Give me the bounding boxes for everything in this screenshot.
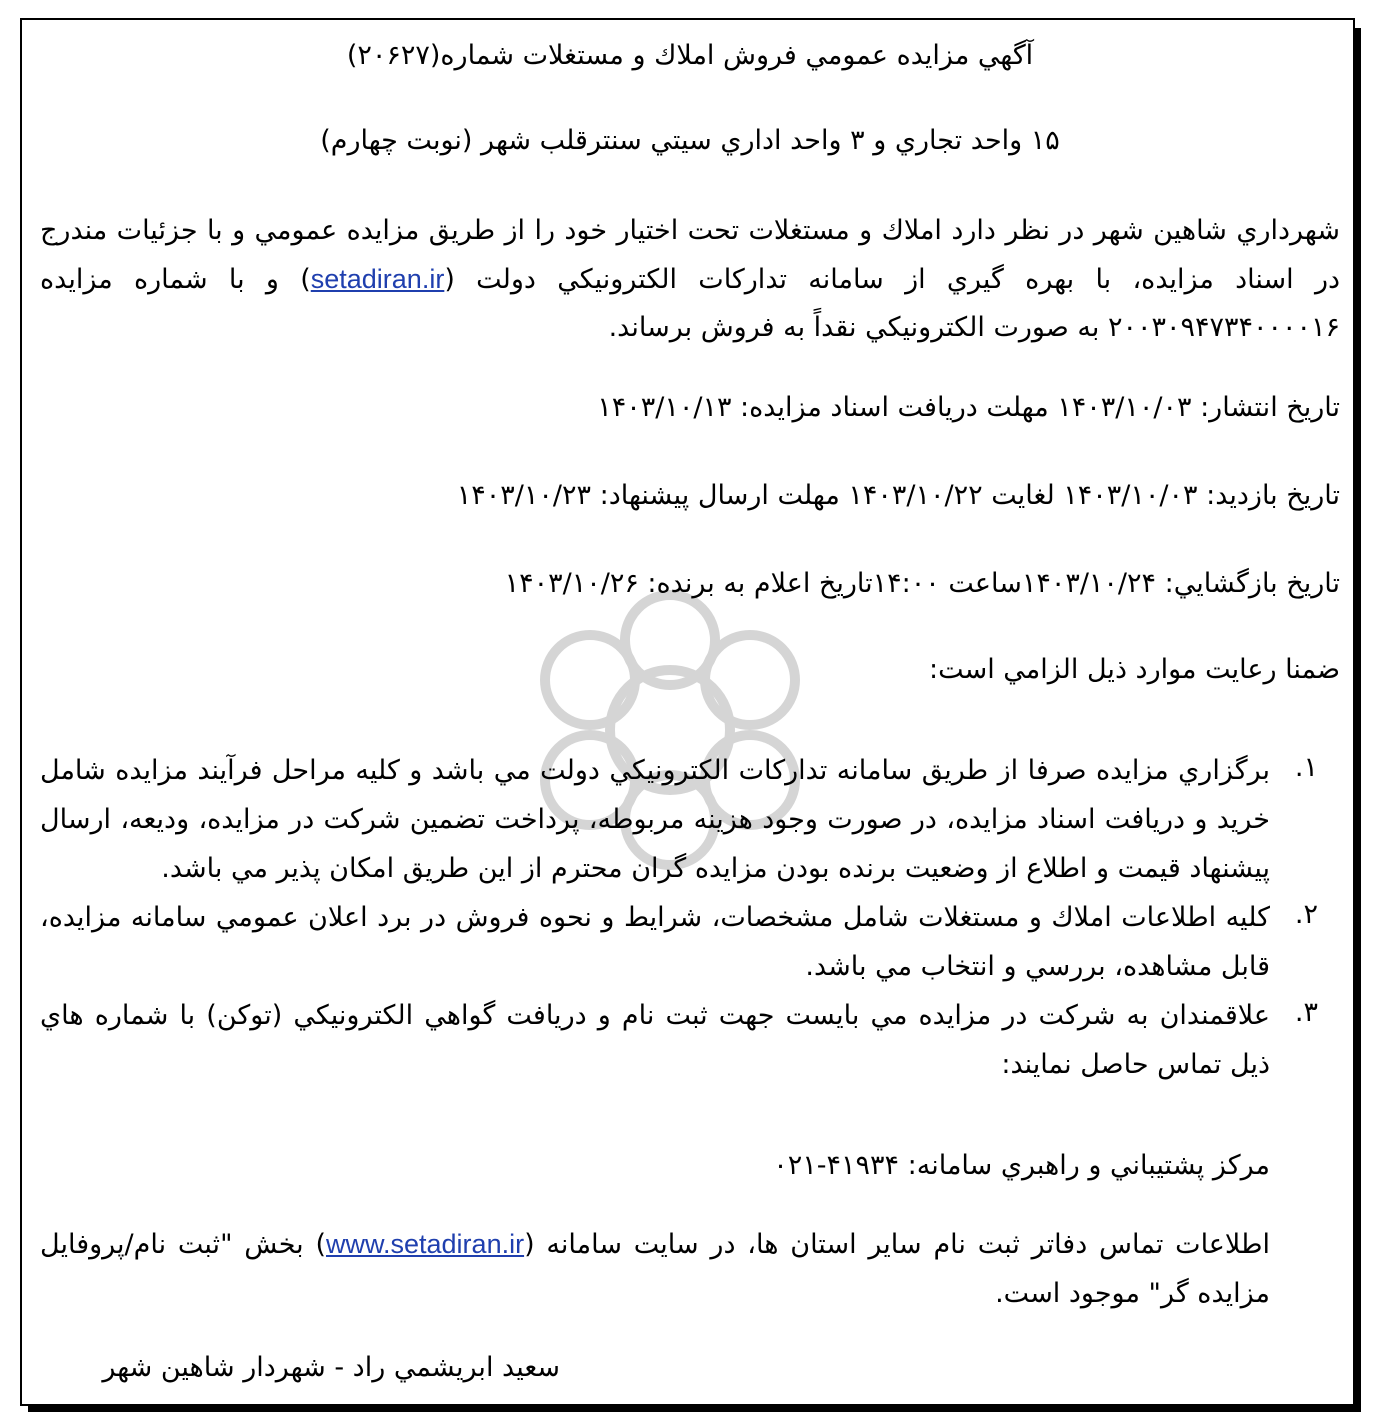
visit-dates: تاريخ بازديد: ۱۴۰۳/۱۰/۰۳ لغايت ۱۴۰۳/۱۰/۲۲ مهلت ارسال پيشنهاد: ۱۴۰۳/۱۰/۲۳ xyxy=(456,480,1340,511)
list-item xyxy=(40,746,1340,893)
requirements-intro: ضمنا رعايت موارد ذيل الزامي است: xyxy=(928,654,1340,685)
opening-dates: تاريخ بازگشايي: ۱۴۰۳/۱۰/۲۴ساعت ۱۴:۰۰تاريخ اعلام به برنده: ۱۴۰۳/۱۰/۲۶ xyxy=(504,568,1340,599)
frame-shadow-right xyxy=(1355,28,1361,1412)
notice-title: آگهي مزايده عمومي فروش املاك و مستغلات شماره(۲۰۶۲۷) xyxy=(346,40,1034,71)
item-text: برگزاري مزايده صرفا از طريق سامانه تداركات الكترونيكي دولت مي باشد و كليه مراحل فرآيند مزايده شامل خريد و دريافت اسناد مزايده، در صورت وجود هزينه مربوطه، پرداخت تضمين شركت در مزايده، وديعه، ارسال پيشنهاد قيمت و اطلاع از وضعيت برنده بودن مزايده گران محترم از اين طريق امكان پذير مي باشد. xyxy=(40,755,1270,884)
requirements-list xyxy=(40,746,1340,1089)
item-number: ۲. xyxy=(1294,899,1318,930)
item-text: علاقمندان به شركت در مزايده مي بايست جهت ثبت نام و دريافت گواهي الكترونيكي (توكن) با شماره هاي ذيل تماس حاصل نمايند: xyxy=(40,1000,1270,1080)
setadiran-link[interactable]: setadiran.ir xyxy=(310,264,445,294)
frame-shadow-bottom xyxy=(28,1406,1361,1412)
support-center: مركز پشتيباني و راهبري سامانه: ۴۱۹۳۴-۰۲۱ xyxy=(773,1150,1270,1181)
contact-paragraph xyxy=(40,1220,1270,1318)
list-item xyxy=(40,991,1340,1089)
signature: سعيد ابريشمي راد - شهردار شاهين شهر xyxy=(102,1352,560,1383)
intro-paragraph xyxy=(40,207,1340,352)
item-number: ۳. xyxy=(1294,997,1318,1028)
publish-dates: تاريخ انتشار: ۱۴۰۳/۱۰/۰۳ مهلت دريافت اسناد مزايده: ۱۴۰۳/۱۰/۱۳ xyxy=(597,392,1340,423)
contact-text-start: اطلاعات تماس دفاتر ثبت نام ساير استان ها، در سايت سامانه ( xyxy=(524,1229,1271,1260)
item-number: ۱. xyxy=(1294,752,1318,783)
item-text: كليه اطلاعات املاك و مستغلات شامل مشخصات، شرايط و نحوه فروش در برد اعلان عمومي سامانه مزايده، قابل مشاهده، بررسي و انتخاب مي باشد. xyxy=(40,902,1270,982)
contact-text-end: ) بخش "ثبت نام/پروفايل مزايده گر" موجود است. xyxy=(40,1229,1270,1309)
intro-text-end: ) و با شماره مزايده ۲۰۰۳۰۹۴۷۳۴۰۰۰۰۱۶ به صورت الكترونيكي نقداً به فروش برساند. xyxy=(40,264,1340,343)
www-setadiran-link[interactable]: www.setadiran.ir xyxy=(326,1229,525,1259)
intro-text-start: شهرداري شاهين شهر در نظر دارد املاك و مستغلات تحت اختيار خود را از طريق مزايده عمومي و با جزئيات مندرج در اسناد مزايده، با بهره گيري از سامانه تداركات الكترونيكي دولت ( xyxy=(40,215,1341,295)
notice-subtitle: ۱۵ واحد تجاري و ۳ واحد اداري سيتي سنترقلب شهر (نوبت چهارم) xyxy=(320,125,1060,156)
list-item xyxy=(40,893,1340,991)
